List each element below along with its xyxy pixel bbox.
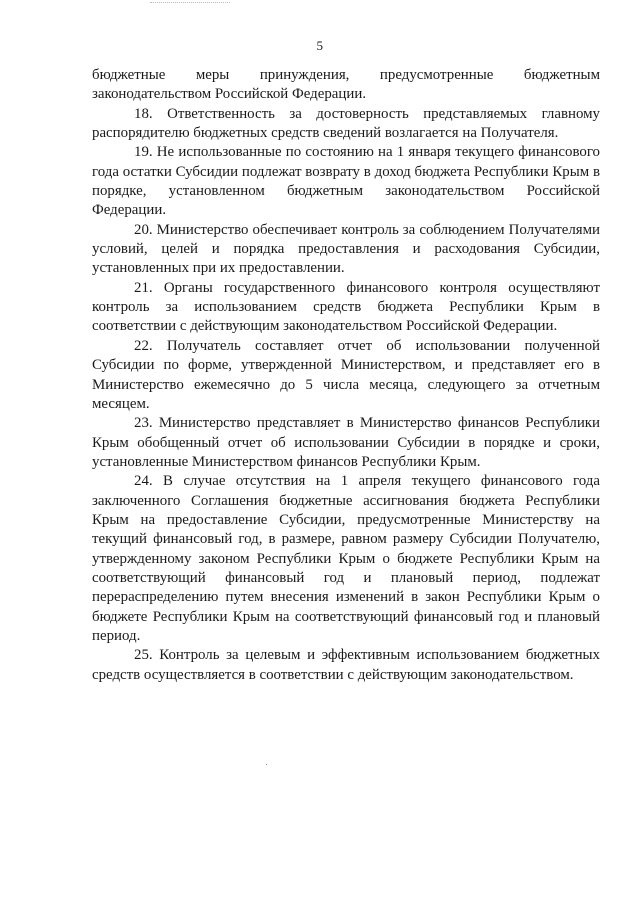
paragraph-23: 23. Министерство представляет в Министерство финансов Республики Крым обобщенный отчет об использовании Субсидии в порядке и сроки, установленные Министерством финансов Республики Крым. bbox=[92, 415, 600, 470]
paragraph-22: 22. Получатель составляет отчет об использовании полученной Субсидии по форме, утвержденной Министерством, и представляет его в Министерство ежемесячно до 5 числа месяца, следующего за отчетным месяцем. bbox=[92, 337, 600, 412]
document-body bbox=[92, 66, 600, 685]
paragraph-25: 25. Контроль за целевым и эффективным использованием бюджетных средств осуществляется в соответствии с действующим законодательством. bbox=[92, 647, 600, 683]
paragraph-18: 18. Ответственность за достоверность представляемых главному распорядителю бюджетных средств сведений возлагается на Получателя. bbox=[92, 105, 600, 142]
page-number: 5 bbox=[316, 38, 324, 53]
scan-speck bbox=[266, 764, 267, 765]
paragraph-21: 21. Органы государственного финансового контроля осуществляют контроль за использованием средств бюджета Республики Крым в соответствии с действующим законодательством Российской Федерации. bbox=[92, 279, 600, 335]
paragraph-continuation: бюджетные меры принуждения, предусмотренные бюджетным законодательством Российской Федерации. bbox=[92, 67, 600, 103]
paragraph-24: 24. В случае отсутствия на 1 апреля текущего финансового года заключенного Соглашения бюджетные ассигнования бюджета Республики Крым на предоставление Субсидии, предусмотренные Министерству на текущий финансовый год, в размере, равном размеру Субсидии Получателю, утвержденному законом Республики Крым о бюджете Республики Крым на соответствующий финансовый год и плановый период, подлежат перераспределению путем внесения изменений в закон Республики Крым о бюджете Республики Крым на соответствующий финансовый год и плановый период. bbox=[92, 473, 600, 644]
paragraph-20: 20. Министерство обеспечивает контроль за соблюдением Получателями условий, целей и порядка предоставления и расходования Субсидии, установленных при их предоставлении. bbox=[92, 221, 600, 277]
paragraph-19: 19. Не использованные по состоянию на 1 января текущего финансового года остатки Субсидии подлежат возврату в доход бюджета Республики Крым в порядке, установленном бюджетным законодательством Российской Федерации. bbox=[92, 144, 600, 219]
scan-artifact-mark bbox=[150, 0, 230, 3]
